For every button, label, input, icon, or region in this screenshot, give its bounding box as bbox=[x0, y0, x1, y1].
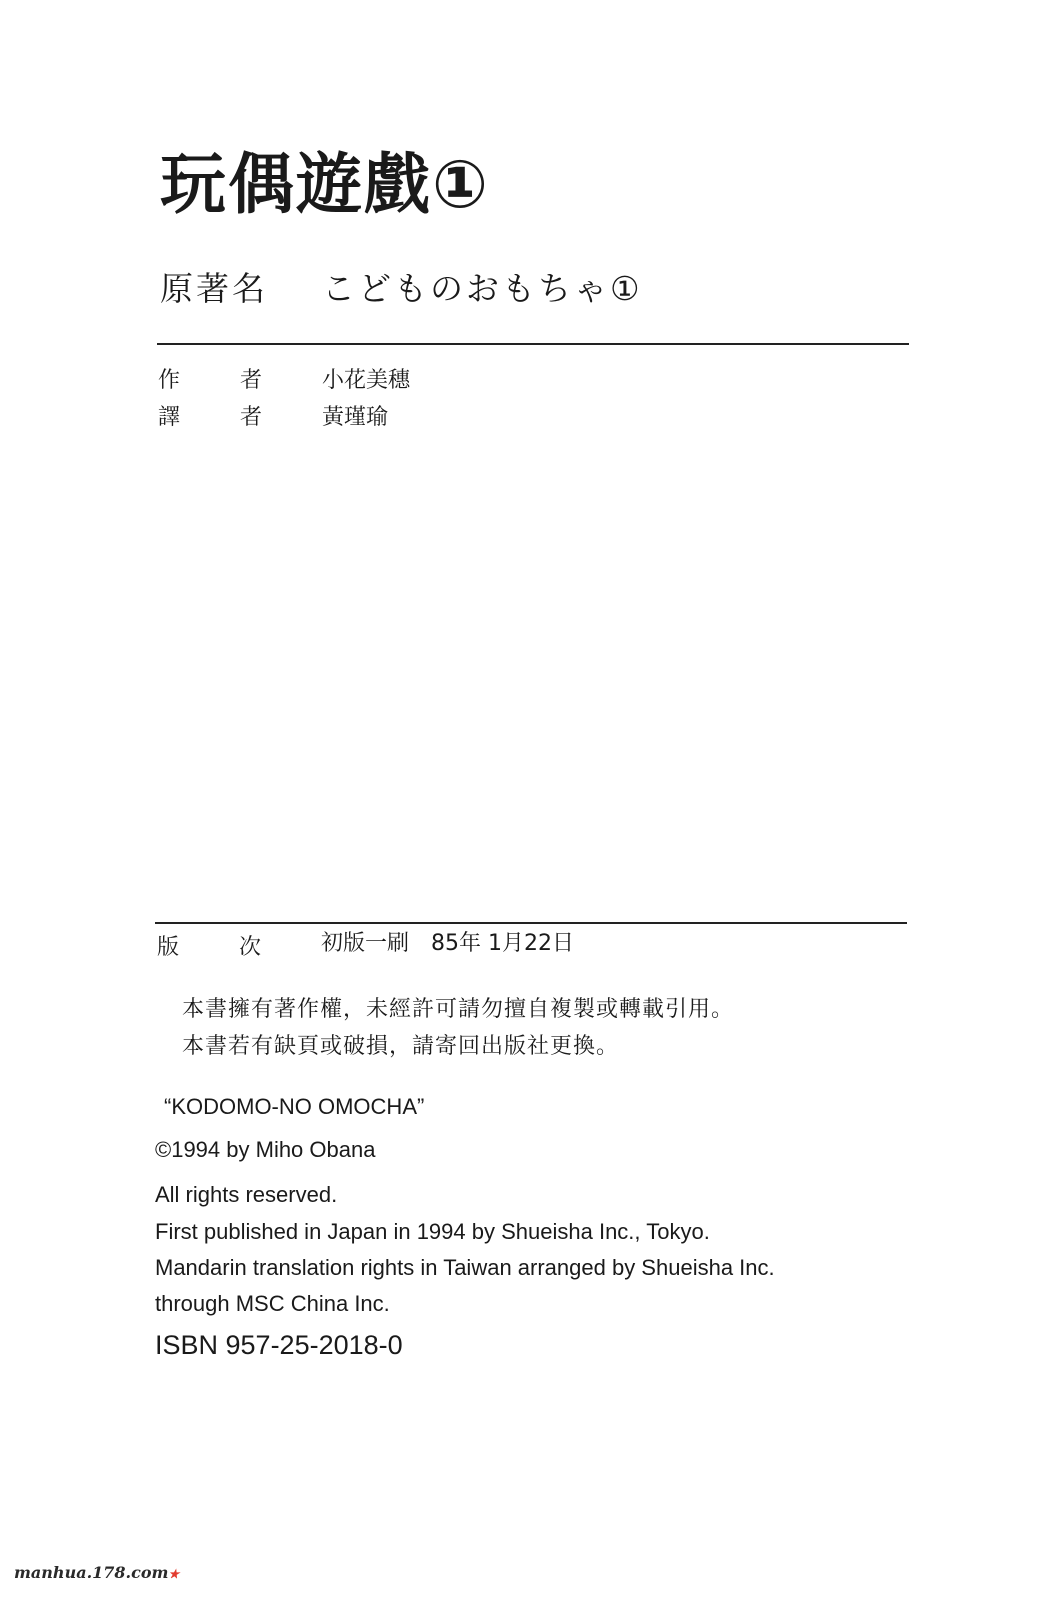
english-translation-rights: Mandarin translation rights in Taiwan arranged by Shueisha Inc. bbox=[155, 1255, 775, 1280]
english-through: through MSC China Inc. bbox=[155, 1291, 390, 1316]
book-title: 玩偶遊戲① bbox=[160, 146, 490, 223]
damage-notice: 本書若有缺頁或破損，請寄回出版社更換。 bbox=[182, 1034, 620, 1059]
copyright-notice: 本書擁有著作權，未經許可請勿擅自複製或轉載引用。 bbox=[182, 997, 735, 1022]
edition-label-char-1: 版 bbox=[157, 935, 180, 960]
english-original-title: “KODOMO-NO OMOCHA” bbox=[164, 1094, 425, 1119]
bottom-divider bbox=[155, 922, 907, 924]
translator-label-char-1: 譯 bbox=[158, 405, 181, 430]
author-value: 小花美穗 bbox=[322, 368, 411, 393]
watermark bbox=[14, 1565, 179, 1581]
edition-label-char-2: 次 bbox=[239, 935, 262, 960]
english-copyright: ©1994 by Miho Obana bbox=[155, 1137, 376, 1162]
top-divider bbox=[157, 343, 909, 345]
english-first-published: First published in Japan in 1994 by Shueisha Inc., Tokyo. bbox=[155, 1219, 710, 1244]
original-title-label: 原著名 bbox=[160, 269, 268, 308]
english-rights-reserved: All rights reserved. bbox=[155, 1182, 338, 1207]
star-icon: ★ bbox=[168, 1567, 180, 1581]
original-title-value: こどものおもちゃ① bbox=[322, 269, 643, 308]
author-label-char-2: 者 bbox=[240, 368, 263, 393]
edition-value: 初版一刷 85年 1月22日 bbox=[321, 931, 574, 956]
translator-label-char-2: 者 bbox=[240, 405, 263, 430]
author-label-char-1: 作 bbox=[158, 368, 181, 393]
isbn: ISBN 957-25-2018-0 bbox=[155, 1330, 403, 1360]
watermark-text: manhua.178.com bbox=[14, 1563, 169, 1582]
translator-value: 黃瑾瑜 bbox=[322, 405, 389, 430]
